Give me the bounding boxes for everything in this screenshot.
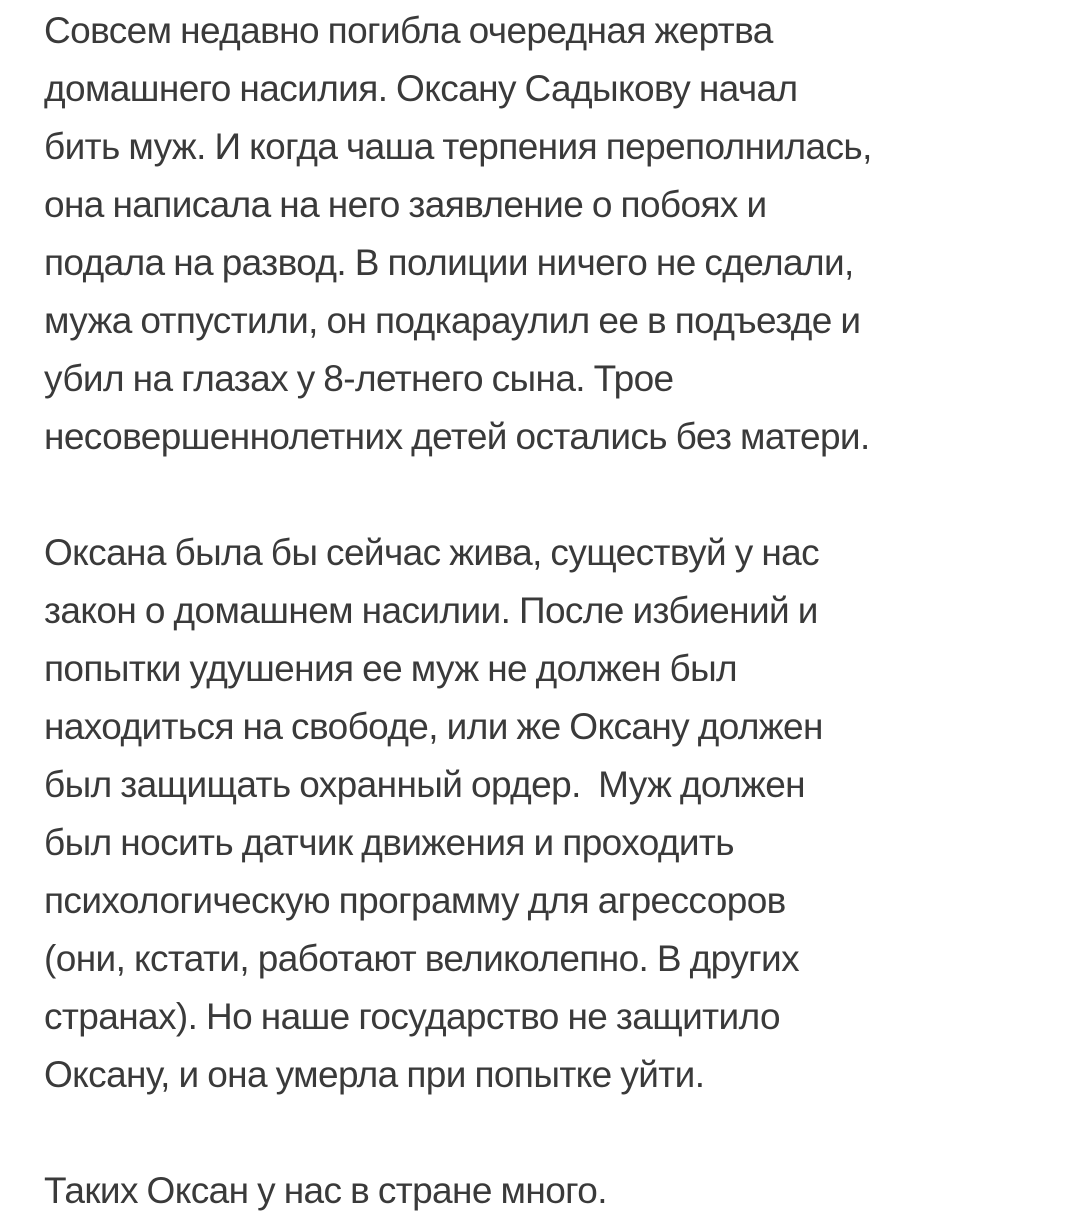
text-line: Совсем недавно погибла очередная жертва (44, 10, 773, 51)
text-line: Таких Оксан у нас в стране много. (44, 1170, 607, 1211)
text-line: домашнего насилия. Оксану Садыкову начал (44, 68, 798, 109)
post-text (44, 0, 1054, 1220)
text-line: подала на развод. В полиции ничего не сделали, (44, 242, 854, 283)
paragraph-2 (44, 524, 1054, 1104)
text-line: был носить датчик движения и проходить (44, 822, 734, 863)
paragraph-3 (44, 1162, 1054, 1220)
text-line: попытки удушения ее муж не должен был (44, 648, 738, 689)
text-line: находиться на свободе, или же Оксану должен (44, 706, 823, 747)
text-line: она написала на него заявление о побоях и (44, 184, 767, 225)
text-line: был защищать охранный ордер. Муж должен (44, 764, 806, 805)
text-line: несовершеннолетних детей остались без матери. (44, 416, 870, 457)
text-line: (они, кстати, работают великолепно. В других (44, 938, 799, 979)
text-line: психологическую программу для агрессоров (44, 880, 786, 921)
text-line: Оксану, и она умерла при попытке уйти. (44, 1054, 705, 1095)
text-line: мужа отпустили, он подкараулил ее в подъезде и (44, 300, 861, 341)
text-line: закон о домашнем насилии. После избиений и (44, 590, 818, 631)
text-line: убил на глазах у 8-летнего сына. Трое (44, 358, 674, 399)
paragraph-1 (44, 2, 1054, 466)
text-line: странах). Но наше государство не защитило (44, 996, 780, 1037)
text-line: бить муж. И когда чаша терпения переполнилась, (44, 126, 872, 167)
text-line: Оксана была бы сейчас жива, существуй у нас (44, 532, 820, 573)
